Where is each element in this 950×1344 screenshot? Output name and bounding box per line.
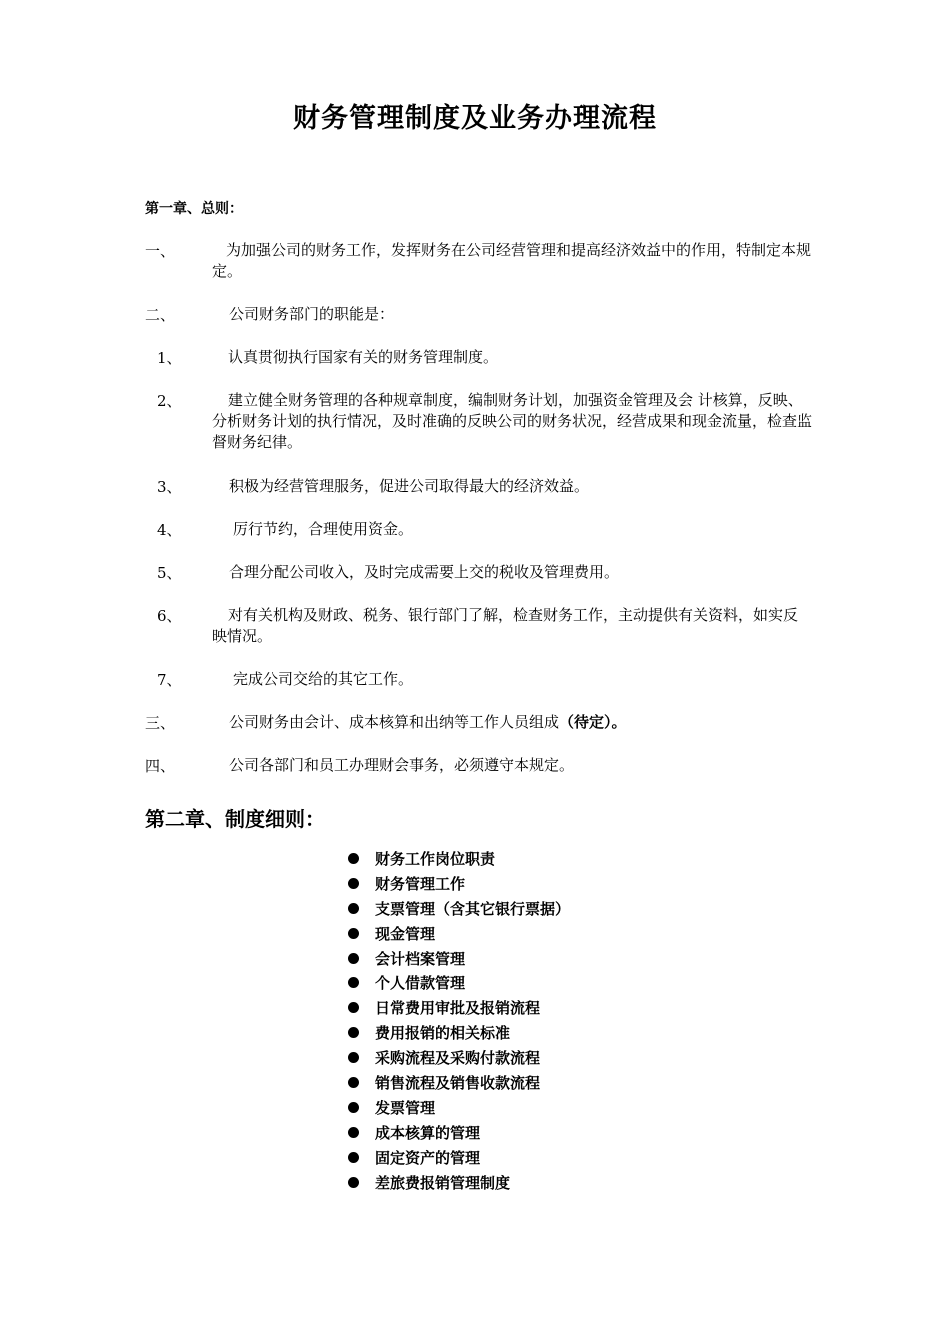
item-text-main: 公司财务由会计、成本核算和出纳等工作人员组成 xyxy=(229,713,560,731)
function-number: 7、 xyxy=(157,671,182,689)
chapter-2-heading: 第二章、制度细则： xyxy=(145,807,325,831)
bullet-icon xyxy=(348,1052,359,1063)
function-text: 厉行节约，合理使用资金。 xyxy=(233,520,414,538)
bullet-icon xyxy=(348,1102,359,1113)
function-text: 合理分配公司收入，及时完成需要上交的税收及管理费用。 xyxy=(229,563,620,581)
function-number: 6、 xyxy=(157,607,182,625)
bullet-icon xyxy=(348,878,359,889)
list-item xyxy=(346,1170,570,1195)
list-item xyxy=(346,946,570,971)
bullet-icon xyxy=(348,953,359,964)
item-text xyxy=(229,712,627,733)
function-text: 积极为经营管理服务，促进公司取得最大的经济效益。 xyxy=(229,477,590,495)
list-item-label: 财务工作岗位职责 xyxy=(375,849,496,868)
bullet-icon xyxy=(348,977,359,988)
item-number: 三、 xyxy=(145,714,176,732)
list-item-label: 财务管理工作 xyxy=(375,874,466,893)
list-item xyxy=(346,846,570,871)
list-item xyxy=(346,921,570,946)
item-number: 四、 xyxy=(145,757,176,775)
list-item-label: 日常费用审批及报销流程 xyxy=(375,999,541,1018)
function-number: 3、 xyxy=(157,478,182,496)
bullet-icon xyxy=(348,853,359,864)
list-item-label: 成本核算的管理 xyxy=(375,1123,481,1142)
function-text: 建立健全财务管理的各种规章制度，编制财务计划，加强资金管理及会 计核算，反映、分析财务计划的执行情况，及时准确的反映公司的财务状况，经营成果和现金流量，检查监督财务纪律。 xyxy=(212,391,813,451)
list-item xyxy=(346,1095,570,1120)
bullet-icon xyxy=(348,903,359,914)
list-item xyxy=(346,1020,570,1045)
list-item xyxy=(346,1145,570,1170)
list-item-label: 现金管理 xyxy=(375,924,436,943)
function-number: 2、 xyxy=(157,392,182,410)
list-item-label: 发票管理 xyxy=(375,1098,436,1117)
bullet-icon xyxy=(348,928,359,939)
list-item-label: 费用报销的相关标准 xyxy=(375,1024,511,1043)
list-item-label: 个人借款管理 xyxy=(375,974,466,993)
function-number: 5、 xyxy=(157,564,182,582)
bullet-icon xyxy=(348,1127,359,1138)
document-title: 财务管理制度及业务办理流程 xyxy=(293,103,657,134)
list-item xyxy=(346,896,570,921)
item-number: 二、 xyxy=(145,306,176,324)
list-item-label: 采购流程及采购付款流程 xyxy=(375,1049,541,1068)
list-item xyxy=(346,871,570,896)
item-text: 公司各部门和员工办理财会事务，必须遵守本规定。 xyxy=(229,756,575,774)
item-text: 为加强公司的财务工作，发挥财务在公司经营管理和提高经济效益中的作用，特制定本规定。 xyxy=(212,241,812,280)
rules-list xyxy=(346,846,570,1194)
list-item xyxy=(346,995,570,1020)
function-text: 认真贯彻执行国家有关的财务管理制度。 xyxy=(228,348,499,366)
function-text: 对有关机构及财政、税务、银行部门了解，检查财务工作，主动提供有关资料，如实反映情况。 xyxy=(212,606,799,645)
list-item-label: 会计档案管理 xyxy=(375,949,466,968)
item-number: 一、 xyxy=(145,242,176,260)
item-text: 公司财务部门的职能是： xyxy=(229,305,395,323)
bullet-icon xyxy=(348,1077,359,1088)
function-number: 4、 xyxy=(157,521,182,539)
list-item xyxy=(346,1070,570,1095)
list-item xyxy=(346,970,570,995)
bullet-icon xyxy=(348,1177,359,1188)
bullet-icon xyxy=(348,1002,359,1013)
list-item-label: 支票管理（含其它银行票据） xyxy=(375,899,571,918)
list-item-label: 销售流程及销售收款流程 xyxy=(375,1073,541,1092)
chapter-1-heading: 第一章、总则： xyxy=(145,201,243,217)
function-number: 1、 xyxy=(157,349,182,367)
function-text: 完成公司交给的其它工作。 xyxy=(233,670,414,688)
pending-note: （待定）。 xyxy=(559,713,627,731)
bullet-icon xyxy=(348,1152,359,1163)
list-item xyxy=(346,1045,570,1070)
bullet-icon xyxy=(348,1027,359,1038)
list-item xyxy=(346,1120,570,1145)
list-item-label: 固定资产的管理 xyxy=(375,1148,481,1167)
list-item-label: 差旅费报销管理制度 xyxy=(375,1173,511,1192)
